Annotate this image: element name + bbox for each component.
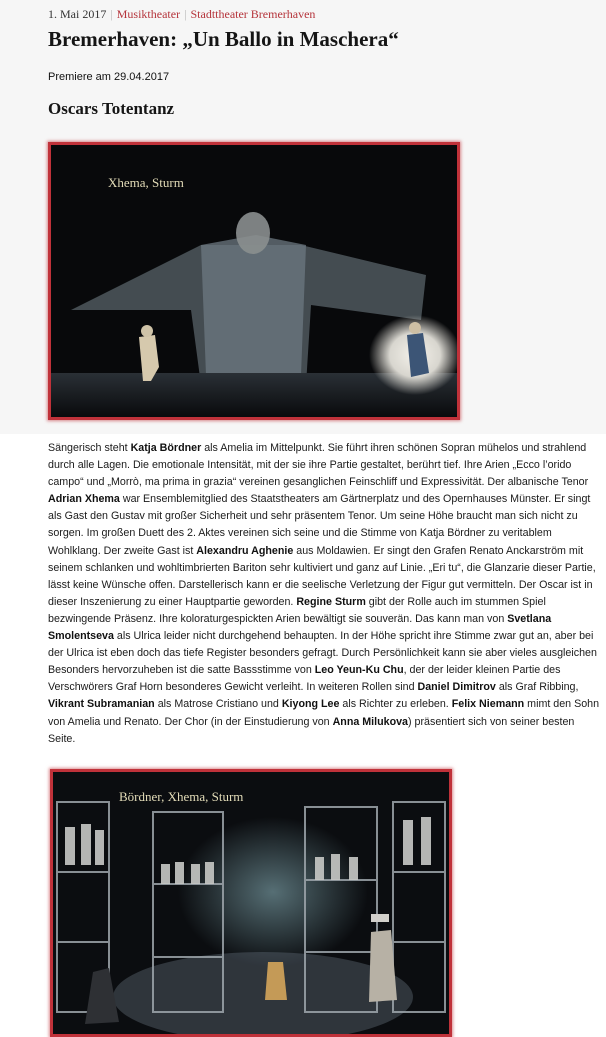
performer-name: Katja Bördner	[130, 442, 202, 454]
body-text-segment: als Ulrica leider nicht durchgehend behaupten. In der Höhe spricht ihre Stimme zwar gut an, aber bei der Ulrica ist eben doch das tiefe Register besonders gefragt. Durch Persönlichkeit kann sie aber vieles ausgleichen Besonders hervorzuheben ist die satte Bassstimme von	[48, 630, 597, 677]
meta-separator: |	[110, 7, 113, 21]
body-text-segment: als Matrose Cristiano und	[154, 698, 282, 711]
body-text-segment: mimt den Sohn von Amelia und Renato. Der Chor (in der Einstudierung von	[48, 698, 600, 728]
performer-name: Svetlana Smolentseva	[48, 612, 552, 643]
article-body	[48, 440, 600, 748]
performer-name: Felix Niemann	[451, 698, 525, 711]
performer-name: Kiyong Lee	[281, 698, 340, 711]
body-text-segment: als Richter zu erleben.	[339, 698, 452, 711]
category-link-musiktheater[interactable]: Musiktheater	[116, 7, 181, 21]
article-meta	[48, 7, 315, 22]
body-text-segment: ) präsentiert sich von seiner besten Seite.	[48, 715, 575, 745]
performer-name: Daniel Dimitrov	[417, 681, 496, 694]
body-text-segment: als Graf Ribbing,	[495, 681, 579, 694]
body-text-segment: war Ensemblemitglied des Staatstheaters am Gärtnerplatz und des Opernhauses Münster. Er singt als Gast den Gustav mit großer Sicherheit und sehr präsentem Tenor. Um seine Höhe braucht man sich nicht zu sorgen. Im großen Duett des 2. Aktes vereinen sich seine und die Stimme von Katja Bördner zu veritablem Wohlklang. Der zweite Gast ist	[48, 493, 591, 557]
performer-name: Leo Yeun-Ku Chu	[314, 664, 404, 677]
body-text-segment: Sängerisch steht	[48, 442, 131, 454]
photo-caption: Xhema, Sturm	[108, 175, 184, 190]
stage-photo-2[interactable]	[50, 769, 452, 1037]
body-text-segment: , der der leider kleinen Partie des Verschwörers Graf Horn besonderes Gewicht verleiht. In weiteren Rollen sind	[48, 664, 561, 694]
performer-name: Adrian Xhema	[48, 493, 120, 506]
performer-name: Anna Milukova	[332, 715, 408, 728]
performer-name: Regine Sturm	[296, 595, 366, 608]
article-subheading: Oscars Totentanz	[48, 99, 175, 118]
category-link-stadttheater-bremerhaven[interactable]: Stadttheater Bremerhaven	[190, 7, 316, 21]
premiere-date: Premiere am 29.04.2017	[48, 71, 170, 83]
performer-name: Vikrant Subramanian	[48, 698, 155, 711]
body-text-segment: aus Moldawien. Er singt den Grafen Renato Anckarström mit seinem schlanken und wohltimbrierten Bariton sehr kultiviert und ganz auf Linie. „Eri tu“, die Glanzarie dieser Partie, lässt keine Wünsche offen. Darstellerisch kann er die seelische Verletzung der Figur gut vermitteln. Der Oscar ist in dieser Inszenierung zu einer Hauptpartie geworden.	[48, 544, 596, 608]
article-date: 1. Mai 2017	[48, 7, 107, 21]
stage-photo-2-image	[53, 772, 449, 1034]
meta-separator: |	[184, 7, 187, 21]
performer-name: Alexandru Aghenie	[196, 544, 294, 557]
body-text-segment: gibt der Rolle auch im stummen Spiel bezwingende Präsenz. Ihre koloraturgespickten Arien bewältigt sie souverän. Das kann man von	[48, 595, 546, 625]
body-text-segment: als Amelia im Mittelpunkt. Sie führt ihren schönen Sopran mühelos und strahlend durch alle Lagen. Die emotionale Intensität, mit der sie ihre Partie gestaltet, berührt tief. Ihre Arien „Ecco l’orido campo“ und „Morrò, ma prima in grazia“ vereinen gesanglichen Feinschliff und Expressivität. Der albanische Tenor	[48, 442, 589, 489]
stage-photo-1[interactable]	[48, 142, 460, 420]
article-title: Bremerhaven: „Un Ballo in Maschera“	[48, 27, 399, 51]
photo-caption: Bördner, Xhema, Sturm	[119, 789, 244, 804]
